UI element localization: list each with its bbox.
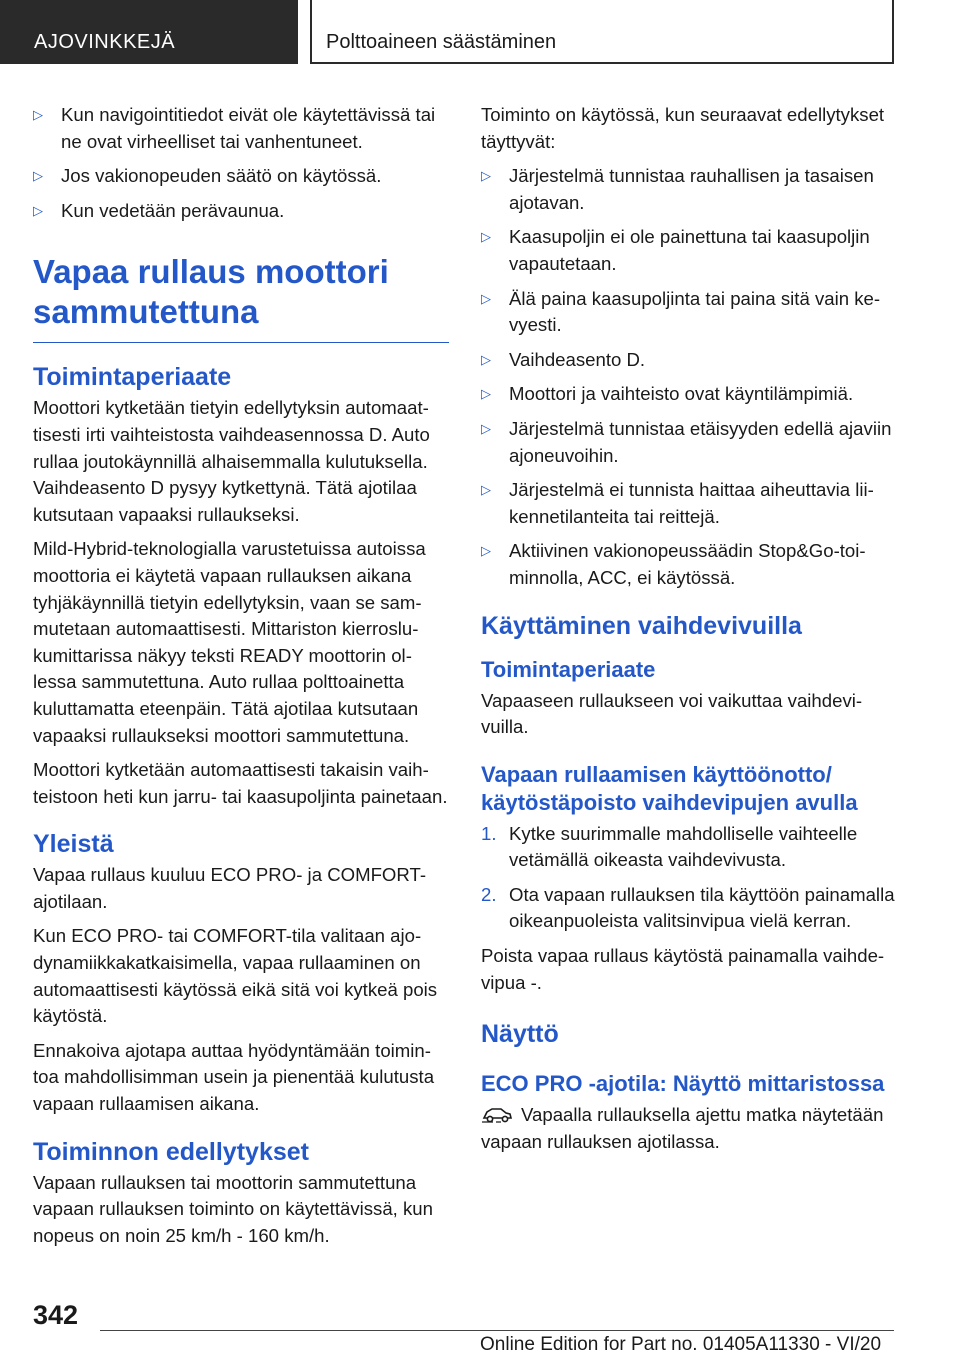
list-item xyxy=(481,538,897,591)
triangle-bullet-icon: ▷ xyxy=(481,168,491,184)
footer-divider xyxy=(100,1330,894,1331)
list-item-text: Jos vakionopeuden säätö on käytössä. xyxy=(61,165,382,187)
triangle-bullet-icon: ▷ xyxy=(481,482,491,498)
subsection-heading-principle: Toimintaperiaate xyxy=(481,656,656,682)
list-item-text: Kytke suurimmalle mahdolliselle vaihteelle vetämällä oikeasta vaihdevivusta. xyxy=(509,822,858,871)
list-item xyxy=(33,198,449,225)
triangle-bullet-icon: ▷ xyxy=(481,543,491,559)
list-item-text: Järjestelmä tunnistaa etäisyyden edellä ajaviin ajoneuvoihin. xyxy=(509,417,892,466)
paragraph: Toiminto on käytössä, kun seuraavat edellytykset täyttyvät: xyxy=(481,104,885,152)
section-heading-paddles: Käyttäminen vaihdevivuilla xyxy=(481,611,802,640)
paragraph: Vapaan rullauksen tai moottorin sammutettuna vapaan rullauksen toiminto on käytettävissä, kun nopeus on noin 25 km/h - 160 km/h. xyxy=(33,1171,433,1246)
list-item xyxy=(481,882,897,935)
page-number: 342 xyxy=(33,1300,79,1330)
list-item-text: Vaihdeasento D. xyxy=(509,348,646,370)
paragraph-text: Vapaalla rullauksella ajettu matka näytetään vapaan rullauksen ajotilassa. xyxy=(481,1104,884,1152)
triangle-bullet-icon: ▷ xyxy=(33,202,43,218)
header-topic-label: Polttoaineen säästäminen xyxy=(312,0,894,64)
car-coasting-icon xyxy=(481,1104,513,1124)
list-item xyxy=(33,102,449,155)
triangle-bullet-icon: ▷ xyxy=(481,229,491,245)
paragraph: Vapaaseen rullaukseen voi vaikuttaa vaihdevivuilla. xyxy=(481,689,863,738)
list-item xyxy=(481,416,897,469)
left-column xyxy=(33,102,449,1257)
list-item-text: Järjestelmä ei tunnista haittaa aiheuttavia liikennetilanteita tai reittejä. xyxy=(509,479,874,527)
conditions-list xyxy=(481,163,897,591)
list-item xyxy=(481,381,897,408)
list-item-text: Kaasupoljin ei ole painettuna tai kaasupoljin vapautetaan. xyxy=(509,226,870,274)
triangle-bullet-icon: ▷ xyxy=(33,107,43,122)
triangle-bullet-icon: ▷ xyxy=(481,420,491,436)
list-item xyxy=(481,163,897,216)
list-item-text: Järjestelmä tunnistaa rauhallisen ja tasaisen ajotavan. xyxy=(509,165,874,213)
list-item xyxy=(481,347,897,374)
paragraph: Ennakoiva ajotapa auttaa hyödyntämään toimintoa mahdollisimman usein ja pienentää kulutusta vapaan rullaamisen aikana. xyxy=(33,1039,435,1115)
list-item-text: Kun vedetään perävaunua. xyxy=(61,199,285,221)
paragraph: Mild-Hybrid-teknologialla varustetuissa autoissa moottoria ei käytetä vapaan rullauksen aikana tyhjäkäynnillä tietyin edellytyksin, vaan se sammutetaan automaattisesti. Mittariston kierroslukumittarissa näkyy teksti READY moottorin ollessa sammutettuna. Auto rullaa polttoainetta kuluttamatta eteenpäin. Tätä ajotilaa kutsutaan vapaaksi rullaukseksi moottori sammutettuna. xyxy=(33,538,426,746)
right-column xyxy=(481,102,897,1163)
triangle-bullet-icon: ▷ xyxy=(481,351,491,367)
list-item-text: Moottori ja vaihteisto ovat käyntilämpimiä. xyxy=(509,383,854,405)
triangle-bullet-icon: ▷ xyxy=(481,290,491,306)
list-item xyxy=(33,163,449,190)
subsection-heading-eco-pro: ECO PRO -ajotila: Näyttö mittaristossa xyxy=(481,1071,885,1097)
header-section-label: AJOVINKKEJÄ xyxy=(0,0,298,64)
paragraph: Poista vapaa rullaus käytöstä painamalla vaihdevipua -. xyxy=(481,945,885,993)
list-item xyxy=(481,821,897,874)
paragraph: Vapaa rullaus kuuluu ECO PRO- ja COMFORT-ajotilaan. xyxy=(33,864,427,912)
edition-note: Online Edition for Part no. 01405A11330 - VI/20 xyxy=(480,1334,882,1355)
step-number: 2. xyxy=(481,883,497,905)
list-item xyxy=(481,477,897,530)
list-item xyxy=(481,224,897,277)
list-item-text: Ota vapaan rullauksen tila käyttöön painamalla oikeanpuoleista valitsinvipua vielä kerran. xyxy=(509,883,895,932)
section-heading-principle: Toimintaperiaate xyxy=(33,363,232,392)
bullet-list xyxy=(33,102,449,224)
paragraph: Kun ECO PRO- tai COMFORT-tila valitaan ajodynamiikkakatkaisimella, vapaa rullaaminen on automaattisesti käytössä eikä sitä voi kytkeä pois käytöstä. xyxy=(33,925,438,1027)
section-heading-requirements: Toiminnon edellytykset xyxy=(33,1137,309,1166)
paragraph: Moottori kytketään automaattisesti takaisin vaihteistoon heti kun jarru- tai kaasupoljinta painetaan. xyxy=(33,759,448,807)
list-item-text: Älä paina kaasupoljinta tai paina sitä vain kevyesti. xyxy=(509,287,881,336)
step-number: 1. xyxy=(481,822,497,844)
section-heading-general: Yleistä xyxy=(33,830,114,859)
list-item xyxy=(481,286,897,339)
subsection-heading-activation: Vapaan rullaamisen käyttöönotto/ käytöstäpoisto vaihdevipujen avulla xyxy=(481,761,858,815)
triangle-bullet-icon: ▷ xyxy=(33,168,43,184)
list-item-text: Kun navigointitiedot eivät ole käytettävissä tai ne ovat virheelliset tai vanhentuneet. xyxy=(61,104,436,152)
paragraph: Moottori kytketään tietyin edellytyksin automaattisesti irti vaihteistosta vaihdeasennossa D. Auto rullaa joutokäynnillä alhaisemmalla kulutuksella. Vaihdeasento D pysyy kytkettynä. Tätä ajotilaa kutsutaan vapaaksi rullaukseksi. xyxy=(33,397,430,525)
paragraph xyxy=(481,1102,897,1155)
list-item-text: Aktiivinen vakionopeussäädin Stop&Go-toiminnolla, ACC, ei käytössä. xyxy=(509,540,866,588)
section-heading-display: Näyttö xyxy=(481,1020,559,1049)
triangle-bullet-icon: ▷ xyxy=(481,386,491,402)
steps-list xyxy=(481,821,897,935)
chapter-heading: Vapaa rullaus moottori sammutettuna xyxy=(33,252,449,343)
